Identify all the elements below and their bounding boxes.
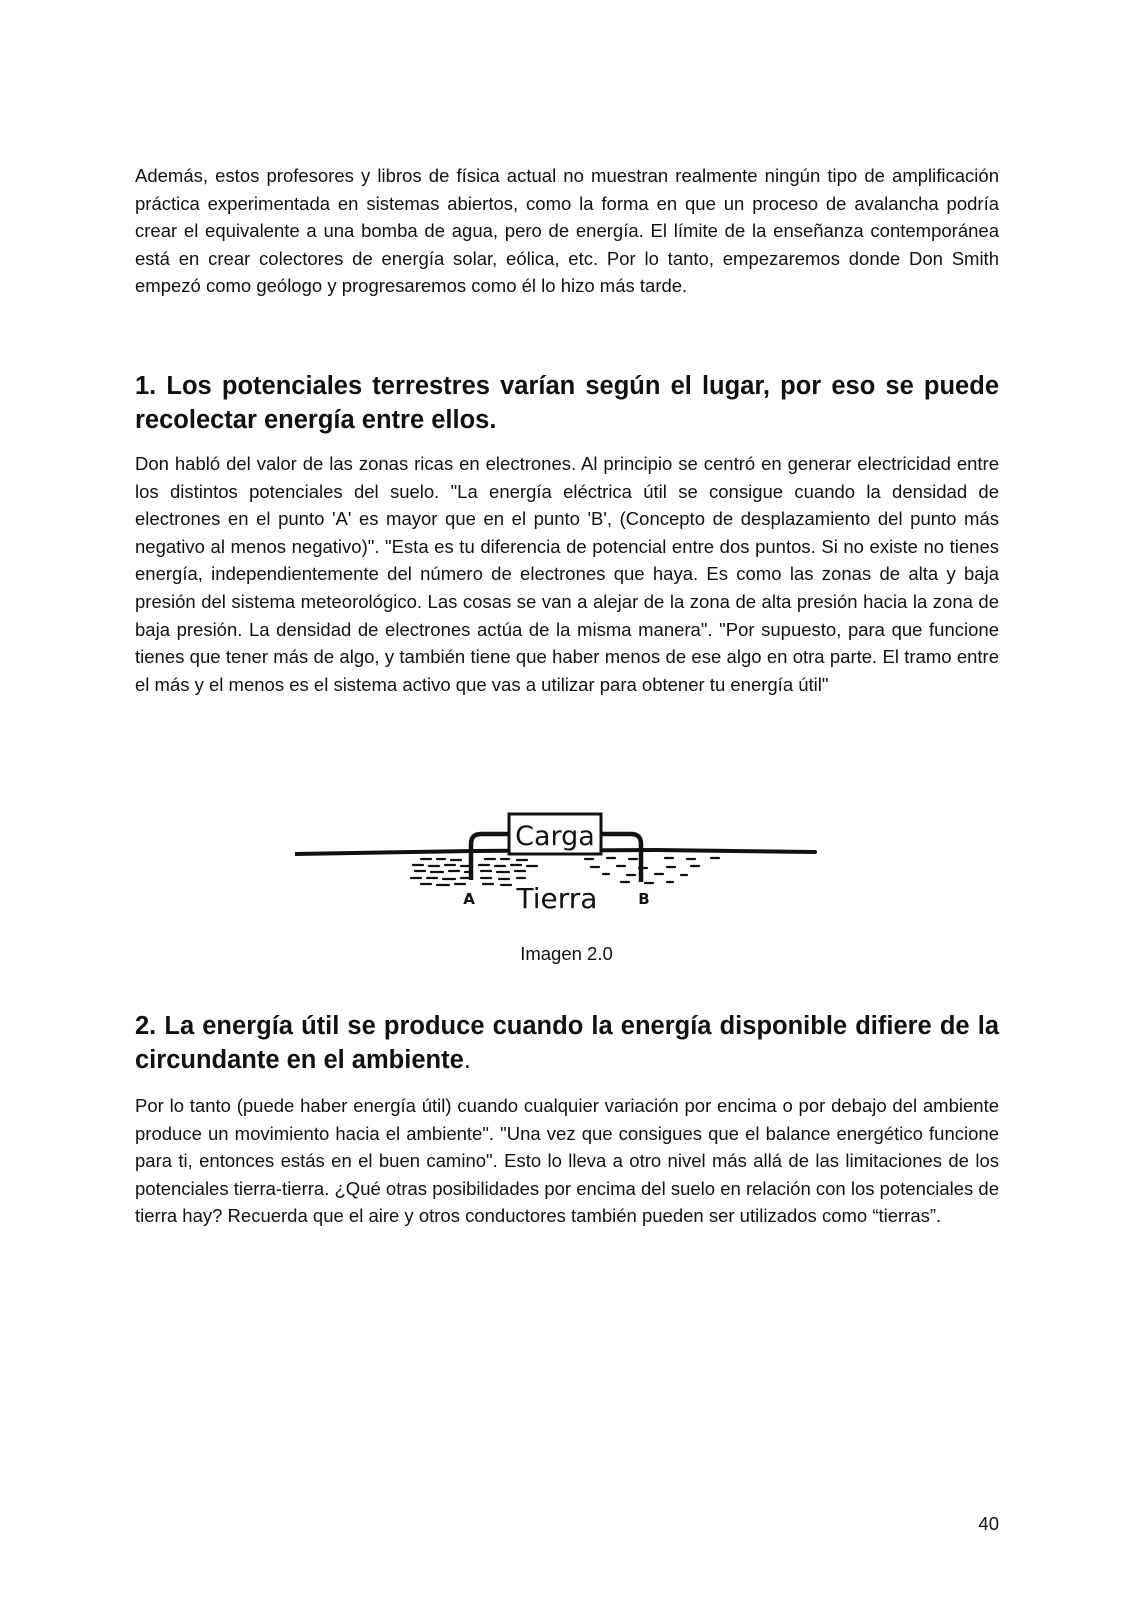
section-2-heading bbox=[135, 1009, 999, 1077]
section-2-heading-period: . bbox=[463, 1046, 471, 1074]
section-2-heading-text: 2. La energía útil se produce cuando la energía disponible difiere de la circundante en el ambiente bbox=[135, 1012, 999, 1074]
load-label: Carga bbox=[515, 821, 595, 852]
point-a-label: A bbox=[463, 890, 475, 908]
intro-paragraph: Además, estos profesores y libros de física actual no muestran realmente ningún tipo de amplificación práctica experimentada en sistemas abiertos, como la forma en que un proceso de avalancha podría crear el equivalente a una bomba de agua, pero de energía. El límite de la enseñanza contemporánea está en crear colectores de energía solar, eólica, etc. Por lo tanto, empezaremos donde Don Smith empezó como geólogo y progresaremos como él lo hizo más tarde. bbox=[135, 165, 999, 297]
figure-caption: Imagen 2.0 bbox=[520, 943, 613, 964]
section-2-paragraph: Por lo tanto (puede haber energía útil) cuando cualquier variación por encima o por debajo del ambiente produce un movimiento hacia el ambiente". "Una vez que consigues que el balance energético funcione para ti, entonces estás en el buen camino". Esto lo lleva a otro nivel más allá de las limitaciones de los potenciales tierra-tierra. ¿Qué otras posibilidades por encima del suelo en relación con los potenciales de tierra hay? Recuerda que el aire y otros conductores también pueden ser utilizados como “tierras”. bbox=[135, 1095, 999, 1227]
point-b-label: B bbox=[638, 890, 650, 908]
electron-dashes-b bbox=[585, 858, 719, 883]
page-number: 40 bbox=[978, 1513, 999, 1534]
ground-label: Tierra bbox=[516, 882, 598, 915]
section-1-paragraph: Don habló del valor de las zonas ricas en electrones. Al principio se centró en generar electricidad entre los distintos potenciales del suelo. "La energía eléctrica útil se consigue cuando la densidad de electrones en el punto 'A' es mayor que en el punto 'B', (Concepto de desplazamiento del punto más negativo al menos negativo)". "Esta es tu diferencia de potencial entre dos puntos. Si no existe no tienes energía, independientemente del número de electrones que haya. Es como las zonas de alta y baja presión del sistema meteorológico. Las cosas se van a alejar de la zona de alta presión hacia la zona de baja presión. La densidad de electrones actúa de la misma manera". "Por supuesto, para que funcione tienes que tener más de algo, y también tiene que haber menos de ese algo en otra parte. El tramo entre el más y el menos es el sistema activo que vas a utilizar para obtener tu energía útil" bbox=[135, 453, 999, 695]
section-1-heading: 1. Los potenciales terrestres varían según el lugar, por eso se puede recolectar energía entre ellos. bbox=[135, 372, 999, 434]
ground-potential-diagram bbox=[295, 812, 835, 942]
